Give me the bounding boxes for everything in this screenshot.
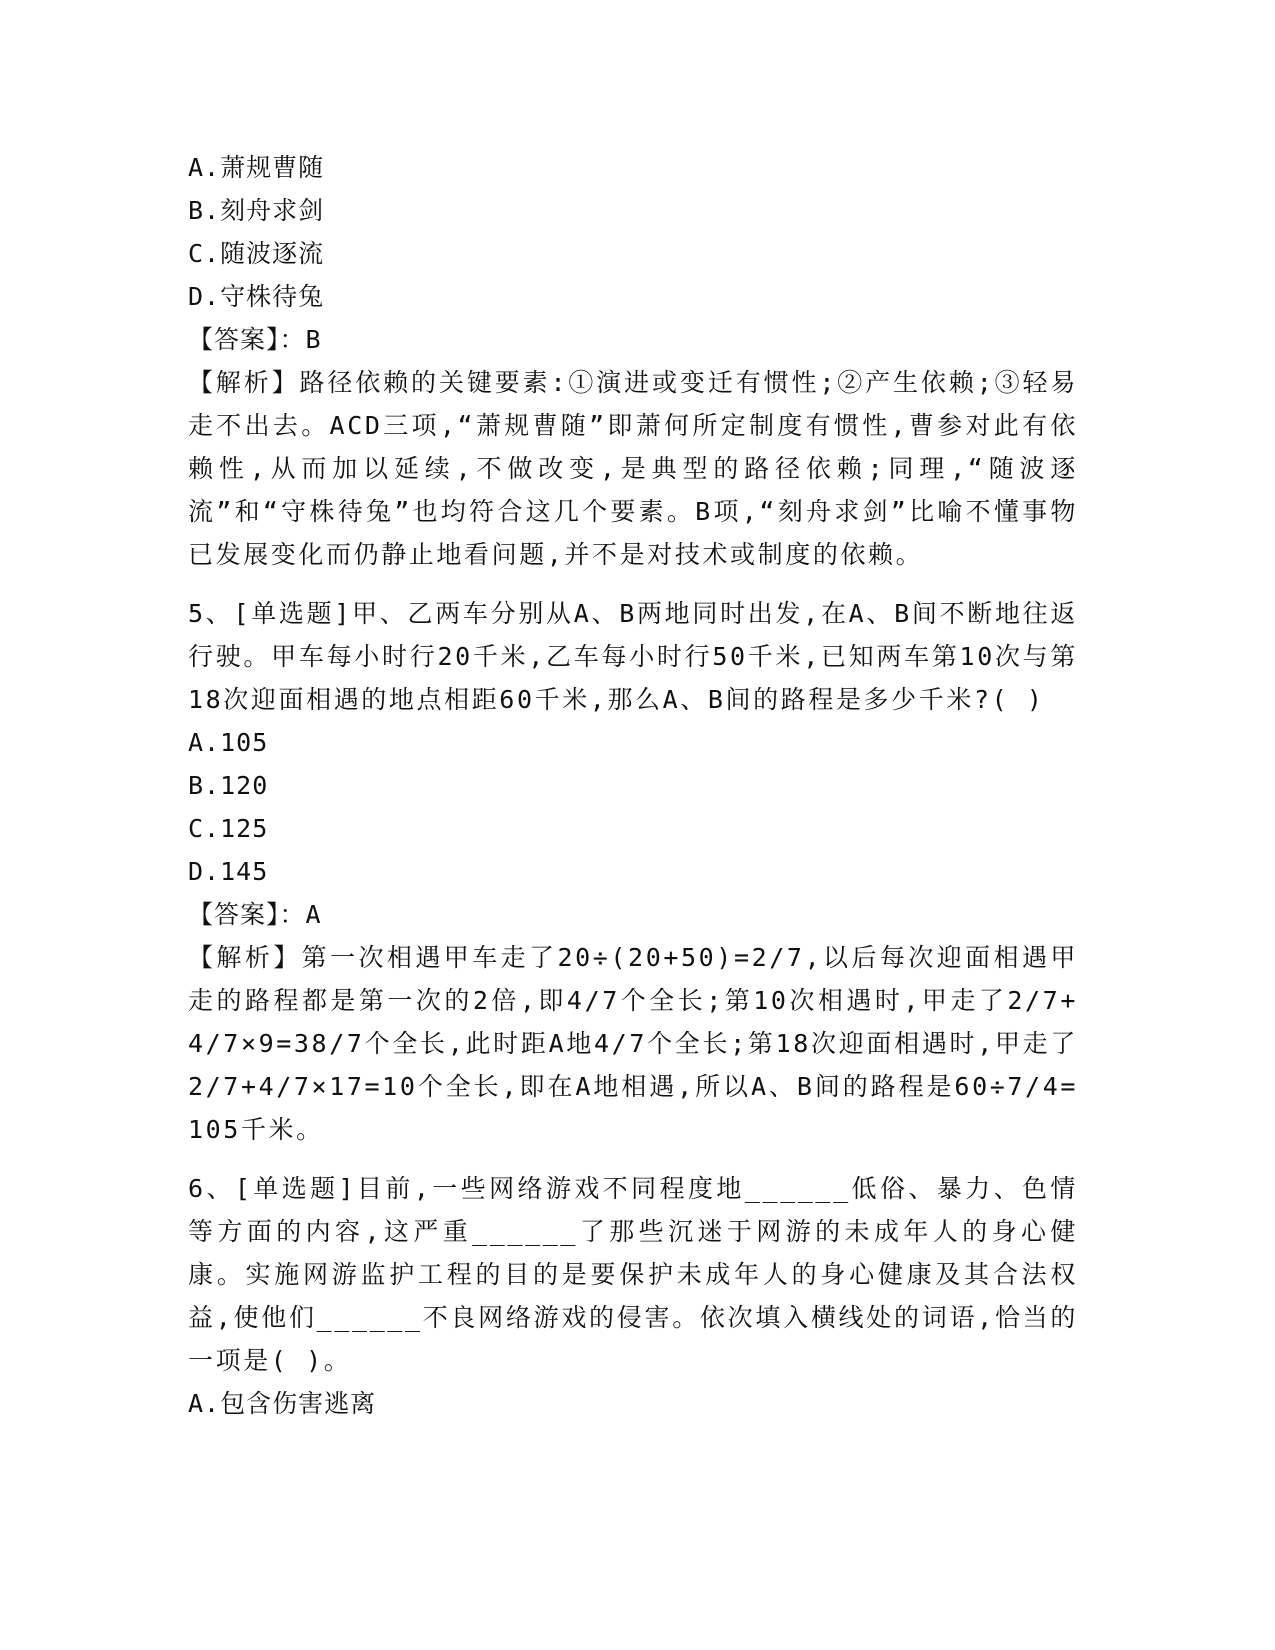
q4-analysis: 【解析】路径依赖的关键要素:①演进或变迁有惯性;②产生依赖;③轻易走不出去。ACD三项,“萧规曹随”即萧何所定制度有惯性,曹参对此有依赖性,从而加以延续,不做改变,是典型的路径依赖;同理,“随波逐流”和“守株待兔”也均符合这几个要素。B项,“刻舟求剑”比喻不懂事物已发展变化而仍静止地看问题,并不是对技术或制度的依赖。 [188, 368, 1078, 569]
q4-option-a: A.萧规曹随 [188, 153, 325, 182]
q5-option-a: A.105 [188, 728, 269, 757]
q4-answer: 【答案】：B [188, 325, 322, 354]
page-content [188, 146, 1078, 1425]
spacer [188, 576, 1078, 592]
q4-option-c: C.随波逐流 [188, 239, 325, 268]
q5-stem: 5、[单选题]甲、乙两车分别从A、B两地同时出发,在A、B间不断地往返行驶。甲车每小时行20千米,乙车每小时行50千米,已知两车第10次与第18次迎面相遇的地点相距60千米,那么A、B间的路程是多少千米?( ) [188, 599, 1078, 714]
q6-option-a: A.包含伤害逃离 [188, 1389, 377, 1418]
q6-stem: 6、[单选题]目前,一些网络游戏不同程度地______低俗、暴力、色情等方面的内容,这严重______了那些沉迷于网游的未成年人的身心健康。实施网游监护工程的目的是要保护未成年人的身心健康及其合法权益,使他们______不良网络游戏的侵害。依次填入横线处的词语,恰当的一项是( )。 [188, 1174, 1078, 1375]
q4-option-d: D.守株待兔 [188, 282, 325, 311]
q5-analysis: 【解析】第一次相遇甲车走了20÷(20+50)=2/7,以后每次迎面相遇甲走的路程都是第一次的2倍,即4/7个全长;第10次相遇时,甲走了2/7+4/7×9=38/7个全长,此时距A地4/7个全长;第18次迎面相遇时,甲走了2/7+4/7×17=10个全长,即在A地相遇,所以A、B间的路程是60÷7/4=105千米。 [188, 943, 1078, 1144]
q5-answer: 【答案】：A [188, 900, 322, 929]
q5-option-d: D.145 [188, 857, 269, 886]
q5-option-c: C.125 [188, 814, 269, 843]
spacer [188, 1151, 1078, 1167]
q5-option-b: B.120 [188, 771, 269, 800]
q4-option-b: B.刻舟求剑 [188, 196, 325, 225]
